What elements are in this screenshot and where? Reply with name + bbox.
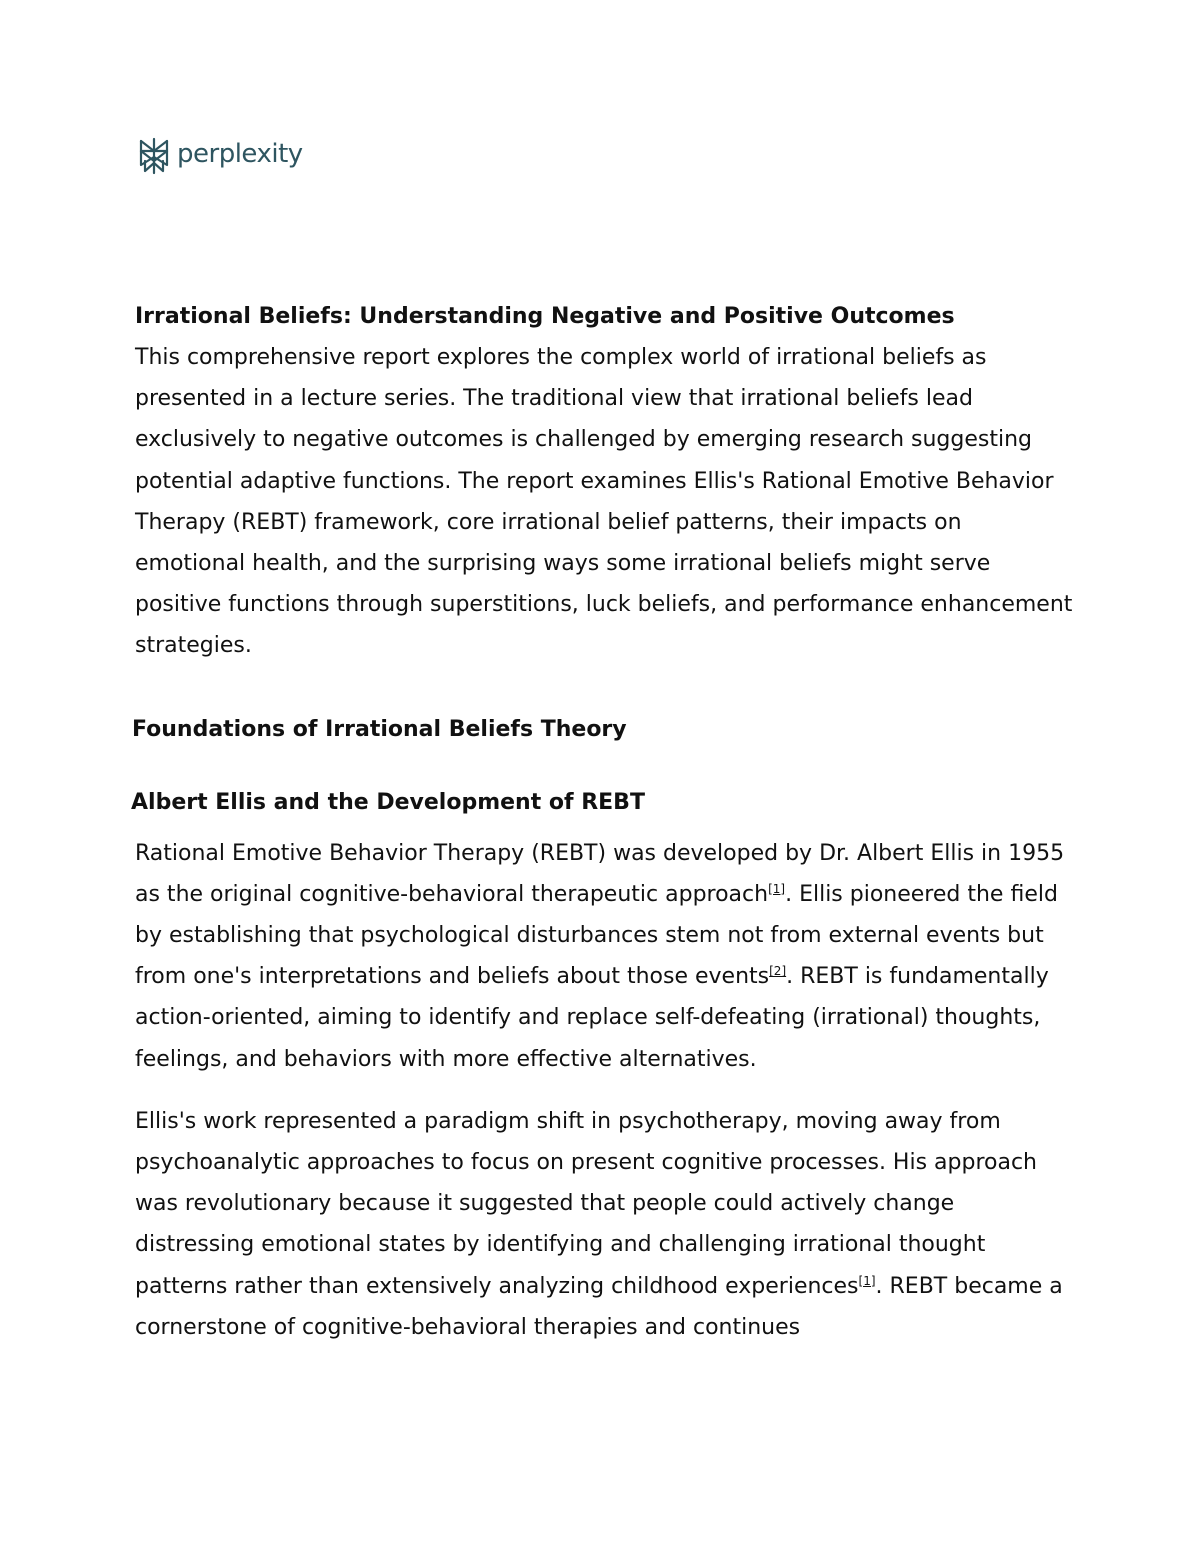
citation-link-2[interactable]: [2] (769, 964, 787, 979)
perplexity-logo-icon (137, 137, 171, 175)
paragraph-rebt-development (135, 833, 1075, 1080)
paragraph-text: Rational Emotive Behavior Therapy (REBT) was developed by Dr. Albert Ellis in 1955 as the original cognitive-behavioral therapeutic approach (135, 840, 1065, 907)
citation-link-1[interactable]: [1] (858, 1273, 876, 1288)
document-title: Irrational Beliefs: Understanding Negative and Positive Outcomes (135, 304, 955, 329)
intro-paragraph: This comprehensive report explores the complex world of irrational beliefs as presented in a lecture series. The traditional view that irrational beliefs lead exclusively to negative outcomes is challenged by emerging research suggesting potential adaptive functions. The report examines Ellis's Rational Emotive Behavior Therapy (REBT) framework, core irrational belief patterns, their impacts on emotional health, and the surprising ways some irrational beliefs might serve positive functions through superstitions, luck beliefs, and performance enhancement strategies. (135, 345, 1073, 659)
document-body (131, 296, 1075, 1348)
brand-name: perplexity (177, 139, 303, 169)
perplexity-logo (137, 136, 303, 176)
subsection-heading: Albert Ellis and the Development of REBT (131, 789, 645, 815)
citation-link-1[interactable]: [1] (768, 881, 786, 896)
paragraph-text: . Ellis pioneered the field by establishing that psychological disturbances stem not from external events but from one's interpretations and beliefs about those events (135, 881, 1058, 990)
section-heading: Foundations of Irrational Beliefs Theory (132, 716, 627, 742)
paragraph-text: . REBT is fundamentally action-oriented, aiming to identify and replace self-defeating (irrational) thoughts, feelings, and behaviors with more effective alternatives. (135, 964, 1049, 1072)
paragraph-text: Ellis's work represented a paradigm shift in psychotherapy, moving away from psychoanalytic approaches to focus on present cognitive processes. His approach was revolutionary because it suggested that people could actively change distressing emotional states by identifying and challenging irrational thought patterns rather than extensively analyzing childhood experiences (135, 1108, 1037, 1299)
paragraph-text: . REBT became a cornerstone of cognitive-behavioral therapies and continues (135, 1273, 1063, 1340)
paragraph-paradigm-shift (135, 1101, 1075, 1348)
